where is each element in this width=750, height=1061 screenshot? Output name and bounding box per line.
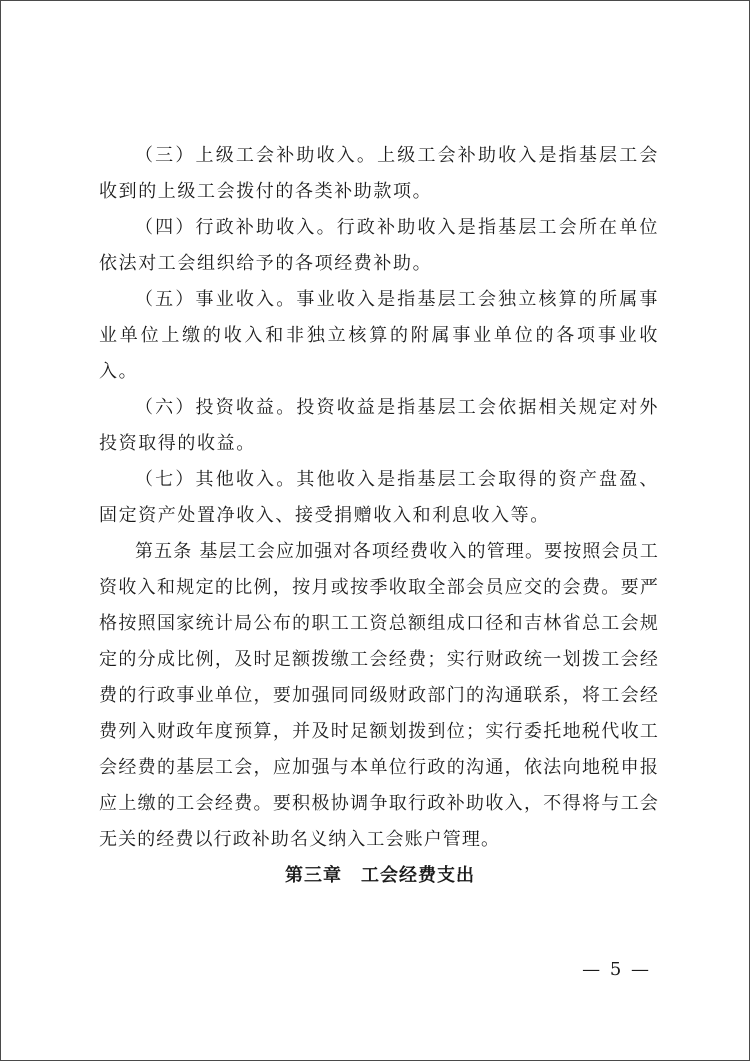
paragraph-superior-union-subsidy: （三）上级工会补助收入。上级工会补助收入是指基层工会收到的上级工会拨付的各类补助款项。 <box>99 145 659 202</box>
paragraph-article-five: 第五条 基层工会应加强对各项经费收入的管理。要按照会员工资收入和规定的比例，按月或按季收取全部会员应交的会费。要严格按照国家统计局公布的职工工资总额组成口径和吉林省总工会规定的分成比例，及时足额拨缴工会经费；实行财政统一划拨工会经费的行政事业单位，要加强同同级财政部门的沟通联系，将工会经费列入财政年度预算，并及时足额划拨到位；实行委托地税代收工会经费的基层工会，应加强与本单位行政的沟通，依法向地税申报应上缴的工会经费。要积极协调争取行政补助收入，不得将与工会无关的经费以行政补助名义纳入工会账户管理。 <box>99 541 659 850</box>
document-body <box>99 138 659 894</box>
paragraph-business-income: （五）事业收入。事业收入是指基层工会独立核算的所属事业单位上缴的收入和非独立核算的附属事业单位的各项事业收入。 <box>99 289 659 382</box>
page-number: — 5 — <box>582 959 651 980</box>
paragraph-other-income: （七）其他收入。其他收入是指基层工会取得的资产盘盈、固定资产处置净收入、接受捐赠收入和利息收入等。 <box>99 469 659 526</box>
paragraph-investment-income: （六）投资收益。投资收益是指基层工会依据相关规定对外投资取得的收益。 <box>99 397 659 454</box>
paragraph-administrative-subsidy: （四）行政补助收入。行政补助收入是指基层工会所在单位依法对工会组织给予的各项经费补助。 <box>99 217 659 274</box>
chapter-heading: 第三章 工会经费支出 <box>285 865 475 886</box>
